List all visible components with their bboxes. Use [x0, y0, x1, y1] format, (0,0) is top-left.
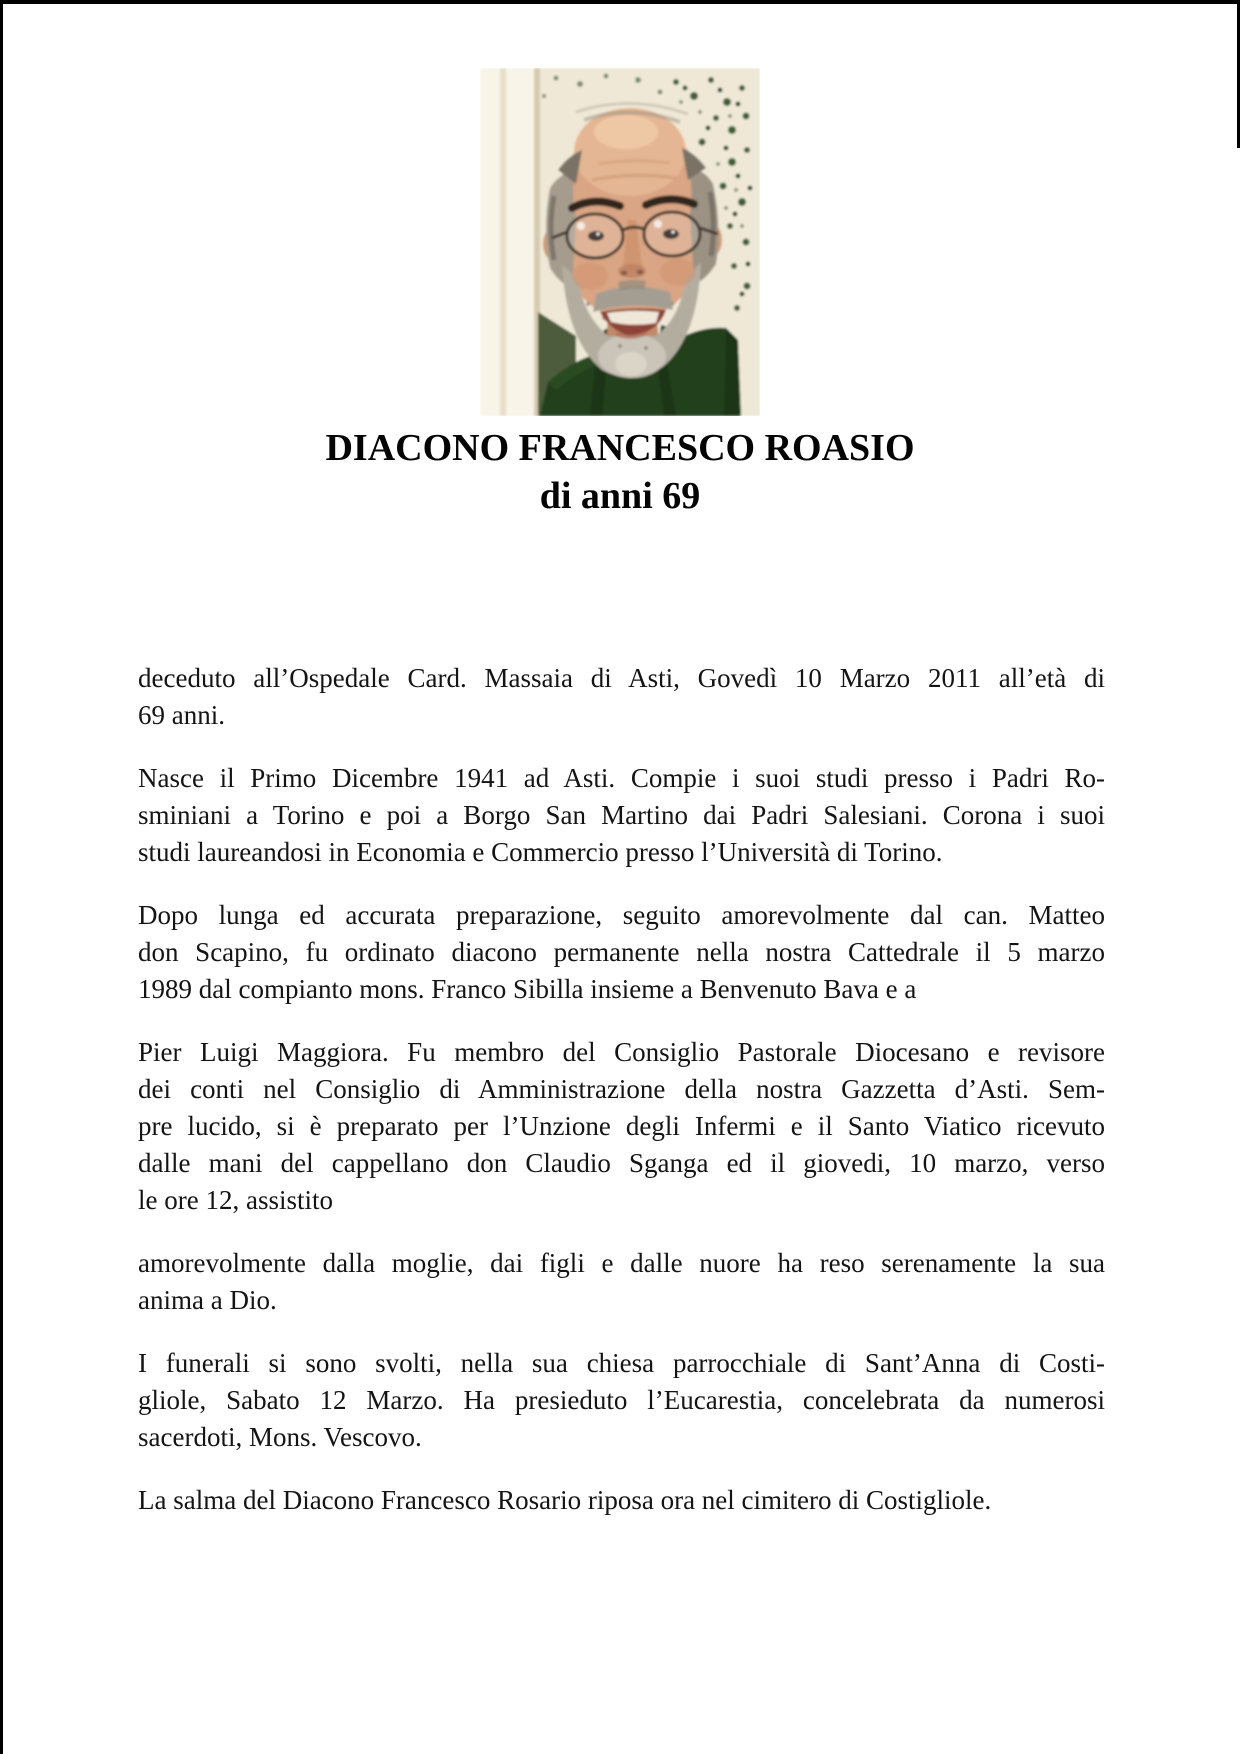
paragraph-funeral — [138, 1345, 1105, 1456]
text-line: 69 anni. — [138, 700, 225, 730]
paragraph-birth-studies — [138, 760, 1105, 871]
paragraph-burial — [138, 1482, 1105, 1519]
paragraph-ordination — [138, 897, 1105, 1008]
text-line: Nasce il Primo Dicembre 1941 ad Asti. Compie i suoi studi presso i Padri Ro- — [138, 763, 1105, 793]
text-line: La salma del Diacono Francesco Rosario riposa ora nel cimitero di Costigliole. — [138, 1485, 992, 1515]
page-title: DIACONO FRANCESCO ROASIO — [325, 427, 915, 469]
page-subtitle: di anni 69 — [539, 475, 701, 517]
paragraph-death-notice — [138, 660, 1105, 734]
paragraph-service — [138, 1034, 1105, 1219]
text-line: amorevolmente dalla moglie, dai figli e dalle nuore ha reso serenamente la sua — [138, 1248, 1105, 1278]
text-line: studi laureandosi in Economia e Commercio presso l’Università di Torino. — [138, 837, 943, 867]
text-line: sacerdoti, Mons. Vescovo. — [138, 1422, 422, 1452]
text-line: pre lucido, si è preparato per l’Unzione degli Infermi e il Santo Viatico ricevuto — [138, 1111, 1105, 1141]
text-line: le ore 12, assistito — [138, 1185, 333, 1215]
obituary-text — [138, 660, 1105, 1545]
text-line: dei conti nel Consiglio di Amministrazione della nostra Gazzetta d’Asti. Sem- — [138, 1074, 1105, 1104]
scan-border-left — [0, 0, 3, 1754]
text-line: gliole, Sabato 12 Marzo. Ha presieduto l’Eucarestia, concelebrata da numerosi — [138, 1385, 1105, 1415]
text-line: sminiani a Torino e poi a Borgo San Martino dai Padri Salesiani. Corona i suoi — [138, 800, 1105, 830]
text-line: anima a Dio. — [138, 1285, 277, 1315]
text-line: don Scapino, fu ordinato diacono permanente nella nostra Cattedrale il 5 marzo — [138, 937, 1105, 967]
text-line: 1989 dal compianto mons. Franco Sibilla insieme a Benvenuto Bava e a — [138, 974, 917, 1004]
portrait-photo-image — [480, 68, 760, 416]
text-line: I funerali si sono svolti, nella sua chiesa parrocchiale di Sant’Anna di Costi- — [138, 1348, 1105, 1378]
text-line: dalle mani del cappellano don Claudio Sganga ed il giovedi, 10 marzo, verso — [138, 1148, 1105, 1178]
text-line: Dopo lunga ed accurata preparazione, seguito amorevolmente dal can. Matteo — [138, 900, 1105, 930]
paragraph-passing — [138, 1245, 1105, 1319]
portrait-photo — [480, 68, 760, 416]
scan-border-top — [0, 0, 1240, 4]
text-line: Pier Luigi Maggiora. Fu membro del Consiglio Pastorale Diocesano e revisore — [138, 1037, 1105, 1067]
text-line: deceduto all’Ospedale Card. Massaia di Asti, Govedì 10 Marzo 2011 all’età di — [138, 663, 1105, 693]
